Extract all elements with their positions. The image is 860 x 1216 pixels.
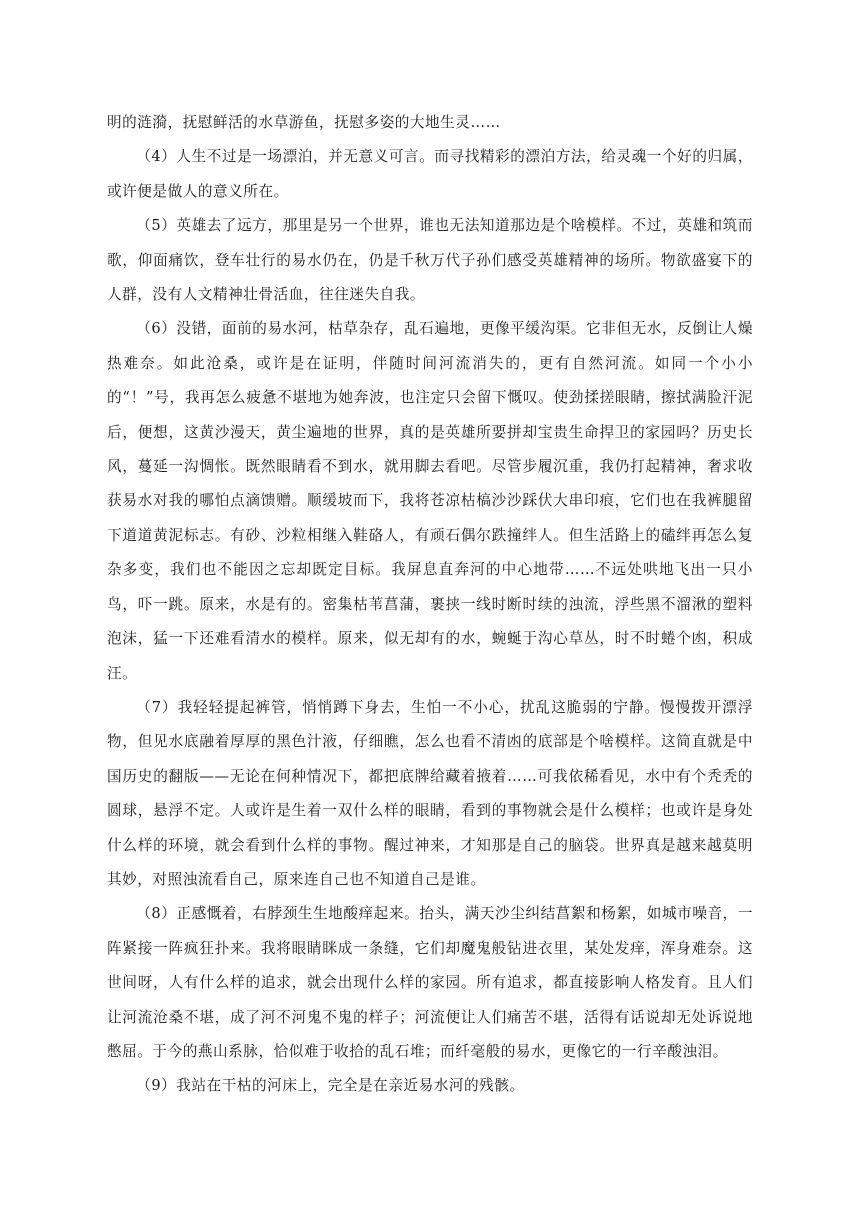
paragraph-9: （9）我站在干枯的河床上，完全是在亲近易水河的残骸。: [136, 1077, 525, 1095]
paragraph-7: （7）我轻轻提起裤管，悄悄蹲下身去，生怕一不小心，扰乱这脆弱的宁静。慢慢拨开漂浮物，但见水底融着厚厚的黑色汁液，仔细瞧，怎么也看不清凼的底部是个啥模样。这简直就是中国历史的翻版——无论在何种情况下，都把底牌给藏着掖着……可我依稀看见，水中有个秃秃的圆球，悬浮不定。人或许是生着一双什么样的眼睛，看到的事物就会是什么模样；也或许是身处什么样的环境，就会看到什么样的事物。醒过神来，才知那是自己的脑袋。世界真是越来越莫明其妙，对照浊流看自己，原来连自己也不知道自己是谁。: [107, 698, 753, 888]
paragraph-8: （8）正感慨着，右脖颈生生地酸痒起来。抬头，满天沙尘纠结菖絮和杨絮，如城市噪音，一阵紧接一阵疯狂扑来。我将眼睛眯成一条缝，它们却魔鬼般钻进衣里，某处发痒，浑身难奈。这世间呀，人有什么样的追求，就会出现什么样的家园。所有追求，都直接影响人格发育。且人们让河流沧桑不堪，成了河不河鬼不鬼的样子；河流便让人们痛苦不堪，活得有话说却无处诉说地憋屈。于今的燕山系脉，恰似难于收拾的乱石堆；而纤毫般的易水，更像它的一行辛酸浊泪。: [107, 905, 753, 1060]
paragraph-6: （6）没错，面前的易水河，枯草杂存，乱石遍地，更像平缓沟渠。它非但无水，反倒让人燥热难奈。如此沧桑，或许是在证明，伴随时间河流消失的，更有自然河流。如同一个小小的“！”号，我再怎么疲惫不堪地为她奔波，也注定只会留下慨叹。使劲揉搓眼睛，擦拭满脸汗泥后，便想，这黄沙漫天，黄尘遍地的世界，真的是英雄所要拼却宝贵生命捍卫的家园吗？历史长风，蔓延一沟惆怅。既然眼睛看不到水，就用脚去看吧。尽管步履沉重，我仍打起精神，奢求收获易水对我的哪怕点滴馈赠。顺缓坡而下，我将苍凉枯槁沙沙踩伏大串印痕，它们也在我裤腿留下道道黄泥标志。有砂、沙粒相继入鞋硌人，有顽石偶尔跌撞绊人。但生活路上的磕绊再怎么复杂多变，我们也不能因之忘却既定目标。我屏息直奔河的中心地带……不远处哄地飞出一只小鸟，吓一跳。原来，水是有的。密集枯苇菖蒲，裹挟一线时断时续的浊流，浮些黑不溜湫的塑料泡沫，猛一下还难看清水的模样。原来，似无却有的水，蜿蜒于沟心草丛，时不时蜷个凼，积成汪。: [107, 320, 753, 682]
paragraph-3-end: 明的涟漪，抚慰鲜活的水草游鱼，抚慰多姿的大地生灵……: [107, 114, 501, 131]
paragraph-5: （5）英雄去了远方，那里是另一个世界，谁也无法知道那边是个啥模样。不过，英雄和筑而歌，仰面痛饮，登车壮行的易水仍在，仍是千秋万代子孙们感受英雄精神的场所。物欲盛宴下的人群，没有人文精神壮骨活血，往往迷失自我。: [107, 217, 753, 304]
article-body: [107, 106, 753, 1104]
paragraph-4: （4）人生不过是一场漂泊，并无意义可言。而寻找精彩的漂泊方法，给灵魂一个好的归属，或许便是做人的意义所在。: [107, 148, 753, 200]
